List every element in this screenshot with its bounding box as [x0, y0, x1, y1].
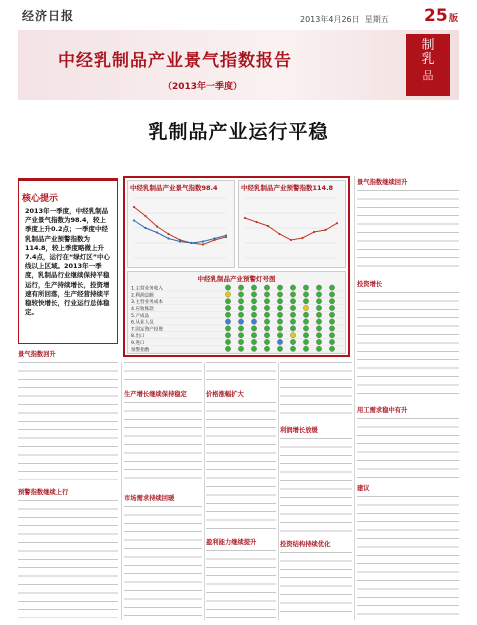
section-heading: 投资结构持续优化: [280, 541, 331, 548]
lamp-row-label: 7.固定资产投资: [131, 327, 163, 333]
prosperity-index-chart: [130, 194, 234, 266]
data-point: [202, 240, 204, 242]
article-column-3: [206, 362, 276, 620]
lamp-dot: [251, 312, 256, 317]
lamp-dot: [303, 312, 308, 317]
section-heading: 预警指数继续上行: [18, 489, 69, 496]
article-column-2: [124, 362, 202, 620]
section-heading: 景气指数继续回升: [357, 179, 408, 186]
lamp-dot: [238, 312, 243, 317]
lamp-dot: [264, 305, 269, 310]
data-point: [156, 231, 158, 233]
lamp-dot: [264, 333, 269, 338]
lamp-dot: [277, 285, 282, 290]
data-point: [313, 231, 315, 233]
lamp-dot: [251, 285, 256, 290]
lamp-dot: [329, 333, 334, 338]
lamp-dot: [303, 326, 308, 331]
lamp-row-label: 4.应收账款: [131, 307, 154, 312]
lamp-dot: [316, 312, 321, 317]
lamp-dot: [225, 326, 230, 331]
data-point: [301, 237, 303, 239]
data-point: [190, 242, 192, 244]
lamp-dot: [238, 339, 243, 344]
lamp-dot: [290, 299, 295, 304]
lamp-dot: [225, 305, 230, 310]
lamp-dot: [277, 319, 282, 324]
lamp-dot: [277, 299, 282, 304]
lamp-dot: [290, 292, 295, 297]
lamp-dot: [264, 285, 269, 290]
lamp-dot: [225, 346, 230, 351]
key-points-text: 2013年一季度，中经乳制品产业景气指数为98.4，较上季度上升0.2点；一季度中经乳制品产业预警指数为114.8，较上季度略微上升7.4点，运行在“绿灯区”中心线以上区域。2013年一季度，乳制品行业继续保持平稳运行，生产持续增长，投资增速有所回落，生产经营持续平稳较快增长，行业运行总体稳定。: [25, 207, 111, 317]
lamp-row-label: 6.从业人员: [131, 320, 154, 326]
lamp-dot: [329, 292, 334, 297]
lamp-dot: [329, 285, 334, 290]
data-point: [290, 239, 292, 241]
lamp-dot: [316, 299, 321, 304]
section-heading: 利润增长放缓: [280, 427, 318, 434]
lamp-dot: [264, 346, 269, 351]
headline: 乳制品产业运行平稳: [148, 121, 329, 143]
lamp-dot: [316, 339, 321, 344]
lamp-dot: [290, 333, 295, 338]
warning-lamp-title: 中经乳制品产业预警灯号图: [197, 275, 276, 283]
lamp-row-label: 2.利润总额: [131, 293, 154, 299]
warning-index-title: 中经乳制品产业预警指数114.8: [241, 184, 334, 192]
section-heading: 景气指数回升: [18, 351, 56, 358]
data-point: [255, 221, 257, 223]
lamp-dot: [251, 326, 256, 331]
lamp-dot: [316, 333, 321, 338]
chart-box: [123, 176, 350, 357]
lamp-dot: [225, 333, 230, 338]
data-point: [324, 229, 326, 231]
key-points-box: [18, 178, 118, 344]
lamp-dot: [329, 299, 334, 304]
data-point: [144, 227, 146, 229]
lamp-dot: [290, 339, 295, 344]
data-point: [278, 233, 280, 235]
lamp-dot: [277, 292, 282, 297]
lamp-dot: [329, 339, 334, 344]
data-point: [156, 225, 158, 227]
prosperity-index-title: 中经乳制品产业景气指数98.4: [130, 184, 218, 192]
lamp-dot: [277, 326, 282, 331]
prosperity-index-panel: [127, 180, 235, 268]
lamp-dot: [264, 339, 269, 344]
data-point: [179, 240, 181, 242]
lamp-dot: [238, 326, 243, 331]
lamp-dot: [251, 305, 256, 310]
lamp-dot: [238, 292, 243, 297]
lamp-dot: [225, 339, 230, 344]
warning-index-chart: [241, 194, 345, 266]
lamp-dot: [238, 333, 243, 338]
lamp-dot: [238, 319, 243, 324]
key-points-tag: 核心提示: [22, 194, 59, 204]
article-column-right: [357, 176, 459, 620]
lamp-dot: [251, 333, 256, 338]
lamp-dot: [329, 305, 334, 310]
section-heading: 用工需求稳中有升: [357, 407, 408, 414]
lamp-dot: [290, 285, 295, 290]
warning-lamp-table: [127, 271, 346, 354]
data-point: [167, 233, 169, 235]
lamp-dot: [303, 299, 308, 304]
data-point: [244, 217, 246, 219]
lamp-dot: [264, 292, 269, 297]
data-point: [336, 222, 338, 224]
lamp-dot: [316, 319, 321, 324]
lamp-dot: [329, 312, 334, 317]
lamp-dot: [251, 346, 256, 351]
lamp-dot: [225, 299, 230, 304]
newspaper-logo: 经济日报: [22, 9, 75, 23]
lamp-row-label: 1.主营业务收入: [131, 286, 163, 292]
lamp-dot: [290, 305, 295, 310]
lamp-dot: [251, 299, 256, 304]
lamp-row-label: 8.出口: [131, 334, 145, 340]
lamp-dot: [225, 285, 230, 290]
section-heading: 市场需求持续回暖: [124, 495, 175, 502]
warning-index-panel: [238, 180, 346, 268]
lamp-dot: [329, 319, 334, 324]
lamp-dot: [238, 346, 243, 351]
report-title: 中经乳制品产业景气指数报告: [58, 51, 292, 71]
lamp-dot: [329, 326, 334, 331]
series-line: [245, 218, 337, 240]
lamp-dot: [277, 312, 282, 317]
data-point: [213, 237, 215, 239]
lamp-row-label: 5.产成品: [131, 313, 150, 319]
lamp-dot: [303, 346, 308, 351]
lamp-row-label: 9.进口: [131, 341, 145, 346]
lamp-dot: [238, 305, 243, 310]
lamp-dot: [238, 299, 243, 304]
data-point: [202, 243, 204, 245]
lamp-dot: [316, 285, 321, 290]
seal-char: 品: [422, 69, 434, 82]
lamp-dot: [303, 292, 308, 297]
data-point: [144, 215, 146, 217]
data-point: [133, 219, 135, 221]
lamp-dot: [264, 326, 269, 331]
seal-char: 制: [421, 38, 435, 53]
lamp-dot: [303, 285, 308, 290]
masthead: [0, 0, 477, 28]
lamp-dot: [277, 339, 282, 344]
data-point: [267, 225, 269, 227]
section-heading: 建议: [357, 485, 370, 492]
section-heading: 价格涨幅扩大: [206, 391, 244, 398]
section-heading: 盈利能力继续提升: [206, 539, 257, 546]
article-column-4: [280, 362, 352, 620]
data-point: [167, 237, 169, 239]
page-number: 25: [424, 6, 448, 26]
lamp-dot: [303, 339, 308, 344]
issue-date: 2013年4月26日 星期五: [300, 15, 389, 24]
lamp-row-label: 3.主营业务成本: [131, 300, 163, 306]
lamp-dot: [264, 312, 269, 317]
lamp-dot: [316, 305, 321, 310]
lamp-dot: [316, 292, 321, 297]
lamp-dot: [238, 285, 243, 290]
lamp-dot: [225, 312, 230, 317]
lamp-dot: [290, 326, 295, 331]
page-unit: 版: [449, 14, 459, 24]
lamp-dot: [303, 333, 308, 338]
lamp-dot: [277, 305, 282, 310]
lamp-dot: [264, 319, 269, 324]
lamp-dot: [316, 326, 321, 331]
lamp-dot: [290, 312, 295, 317]
lamp-dot: [277, 346, 282, 351]
lamp-dot: [225, 319, 230, 324]
report-banner: [18, 30, 459, 100]
data-point: [133, 206, 135, 208]
lamp-dot: [251, 292, 256, 297]
seal-logo: [406, 34, 450, 96]
data-point: [225, 234, 227, 236]
lamp-dot: [303, 305, 308, 310]
lamp-row-label: 预警指数: [131, 347, 150, 353]
section-heading: 生产增长继续保持稳定: [124, 391, 187, 398]
article-column-1: [18, 348, 118, 620]
lamp-grid: [128, 283, 347, 355]
lamp-dot: [277, 333, 282, 338]
lamp-dot: [225, 292, 230, 297]
lamp-dot: [329, 346, 334, 351]
lamp-dot: [264, 299, 269, 304]
lamp-dot: [251, 339, 256, 344]
section-heading: 投资增长: [357, 281, 383, 288]
lamp-dot: [303, 319, 308, 324]
report-subtitle: （2013年一季度）: [163, 82, 243, 92]
lamp-dot: [290, 319, 295, 324]
lamp-dot: [290, 346, 295, 351]
seal-char: 乳: [421, 52, 435, 67]
lamp-dot: [316, 346, 321, 351]
lamp-dot: [251, 319, 256, 324]
